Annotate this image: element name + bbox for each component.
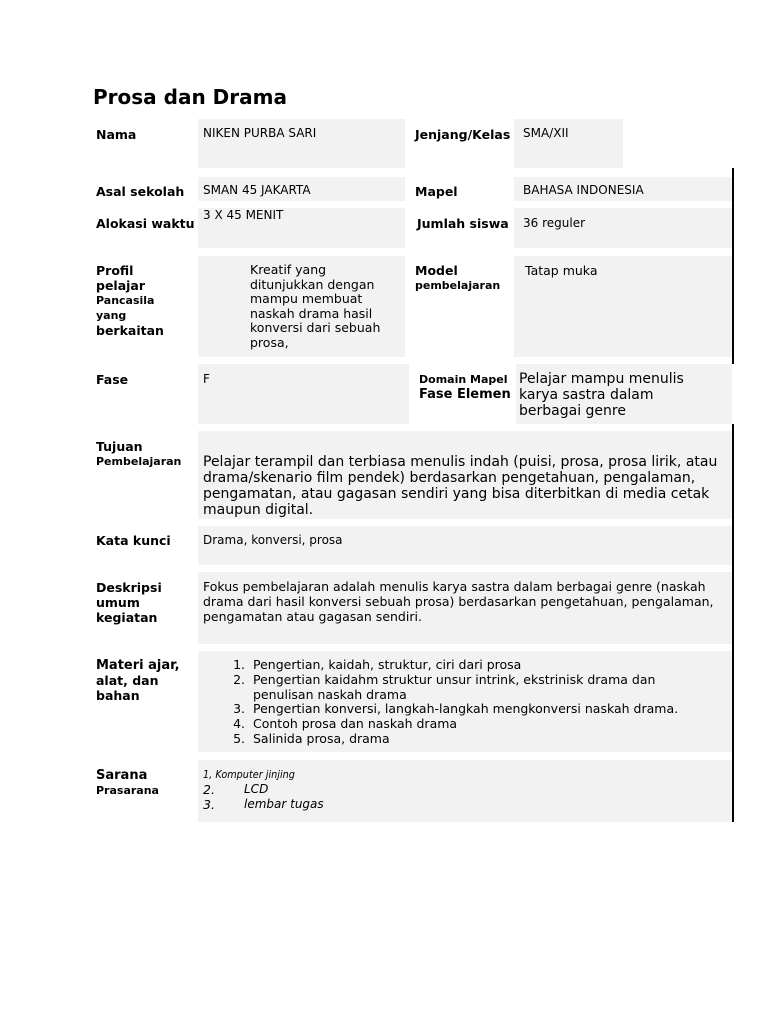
right-border-lower [732,424,734,822]
right-border-upper [732,168,734,364]
kata-kunci-label: Kata kunci [96,533,171,548]
jumlah-value: 36 reguler [523,216,586,230]
profil-label-line-2: pelajar [96,278,146,293]
domain-label-sub: Fase Elemen [419,387,511,402]
profil-value-line-4: naskah drama hasil [250,305,373,321]
sarana-label-main: Sarana [96,768,148,783]
sarana-item-2: LCD [244,782,269,796]
nama-value: NIKEN PURBA SARI [203,126,317,140]
deskripsi-label-line-2: umum [96,595,140,610]
fase-box [198,364,409,424]
jenjang-value: SMA/XII [523,126,569,140]
deskripsi-value-line-3: pengamatan atau gagasan sendiri. [203,608,422,624]
tujuan-value-line-4: maupun digital. [203,502,314,518]
materi-label-line-3: bahan [96,688,140,703]
domain-value [519,371,684,419]
profil-label-line-1: Profil [96,263,134,278]
profil-label-line-3: Pancasila [96,294,155,307]
profil-value [250,263,380,351]
domain-value-line-1: Pelajar mampu menulis [519,371,684,387]
deskripsi-label [96,580,162,625]
sarana-item-2-num: 2. [203,782,215,797]
tujuan-value-line-1: Pelajar terampil dan terbiasa menulis indah (puisi, prosa, prosa lirik, atau [203,454,718,470]
domain-label-main: Domain Mapel [419,373,508,386]
model-label-sub: pembelajaran [415,279,501,292]
profil-value-line-5: konversi dari sebuah [250,320,381,336]
mapel-value: BAHASA INDONESIA [523,183,644,197]
nama-label: Nama [96,127,137,142]
sarana-item-1: 1, Komputer jinjing [203,768,295,781]
materi-label-line-1: Materi ajar, [96,658,180,673]
materi-item-3: 3. Pengertian konversi, langkah-langkah mengkonversi naskah drama. [249,702,683,717]
model-label-main: Model [415,263,458,278]
profil-value-line-1: Kreatif yang [250,262,327,277]
sarana-label [96,768,159,798]
sarana-item-3: lembar tugas [244,797,324,811]
kata-kunci-value: Drama, konversi, prosa [203,533,343,547]
alokasi-value: 3 X 45 MENIT [203,208,284,222]
profil-label [96,263,164,338]
tujuan-label [96,439,181,469]
model-value: Tatap muka [525,263,598,278]
materi-item-5: 5. Salinida prosa, drama [249,732,683,747]
tujuan-label-sub: Pembelajaran [96,455,182,468]
asal-value: SMAN 45 JAKARTA [203,183,311,197]
deskripsi-value [203,580,714,624]
alokasi-label: Alokasi waktu [96,216,195,231]
deskripsi-value-line-1: Fokus pembelajaran adalah menulis karya sastra dalam berbagai genre (naskah [203,579,706,594]
materi-item-2: 2. Pengertian kaidahm struktur unsur intrink, ekstrinisk drama dan penulisan naskah drama [249,673,683,703]
tujuan-value [203,454,717,518]
tujuan-value-line-3: pengamatan, atau gagasan sendiri yang bisa diterbitkan di media cetak [203,486,710,502]
deskripsi-value-line-2: drama dari hasil konversi sebuah prosa) berdasarkan pengetahuan, pengalaman, [203,593,714,609]
jumlah-label: Jumlah siswa [417,216,509,231]
materi-list-wrap [203,658,683,747]
profil-value-line-2: ditunjukkan dengan [250,276,375,292]
domain-value-line-3: berbagai genre [519,403,626,419]
materi-item-4: 4. Contoh prosa dan naskah drama [249,717,683,732]
tujuan-value-line-2: drama/skenario film pendek) berdasarkan pengetahuan, pengalaman, [203,470,696,486]
domain-value-line-2: karya sastra dalam [519,387,654,403]
sarana-item-3-num: 3. [203,797,215,812]
fase-value: F [203,372,210,386]
profil-label-line-4: yang [96,309,127,322]
mapel-label: Mapel [415,184,458,199]
materi-item-1: 1. Pengertian, kaidah, struktur, ciri dari prosa [249,658,683,673]
materi-label-line-2: alat, dan [96,673,159,688]
page-title: Prosa dan Drama [93,85,287,109]
profil-value-line-3: mampu membuat [250,291,363,307]
profil-value-line-6: prosa, [250,334,289,350]
sarana-label-sub: Prasarana [96,784,159,797]
profil-label-line-5: berkaitan [96,323,164,338]
tujuan-label-main: Tujuan [96,439,143,454]
deskripsi-label-line-1: Deskripsi [96,580,162,595]
fase-label: Fase [96,372,129,387]
domain-label [419,372,511,402]
jenjang-label: Jenjang/Kelas [415,127,511,142]
deskripsi-label-line-3: kegiatan [96,610,158,625]
asal-label: Asal sekolah [96,184,185,199]
model-label [415,263,500,293]
materi-label [96,658,180,703]
materi-list [203,658,683,747]
